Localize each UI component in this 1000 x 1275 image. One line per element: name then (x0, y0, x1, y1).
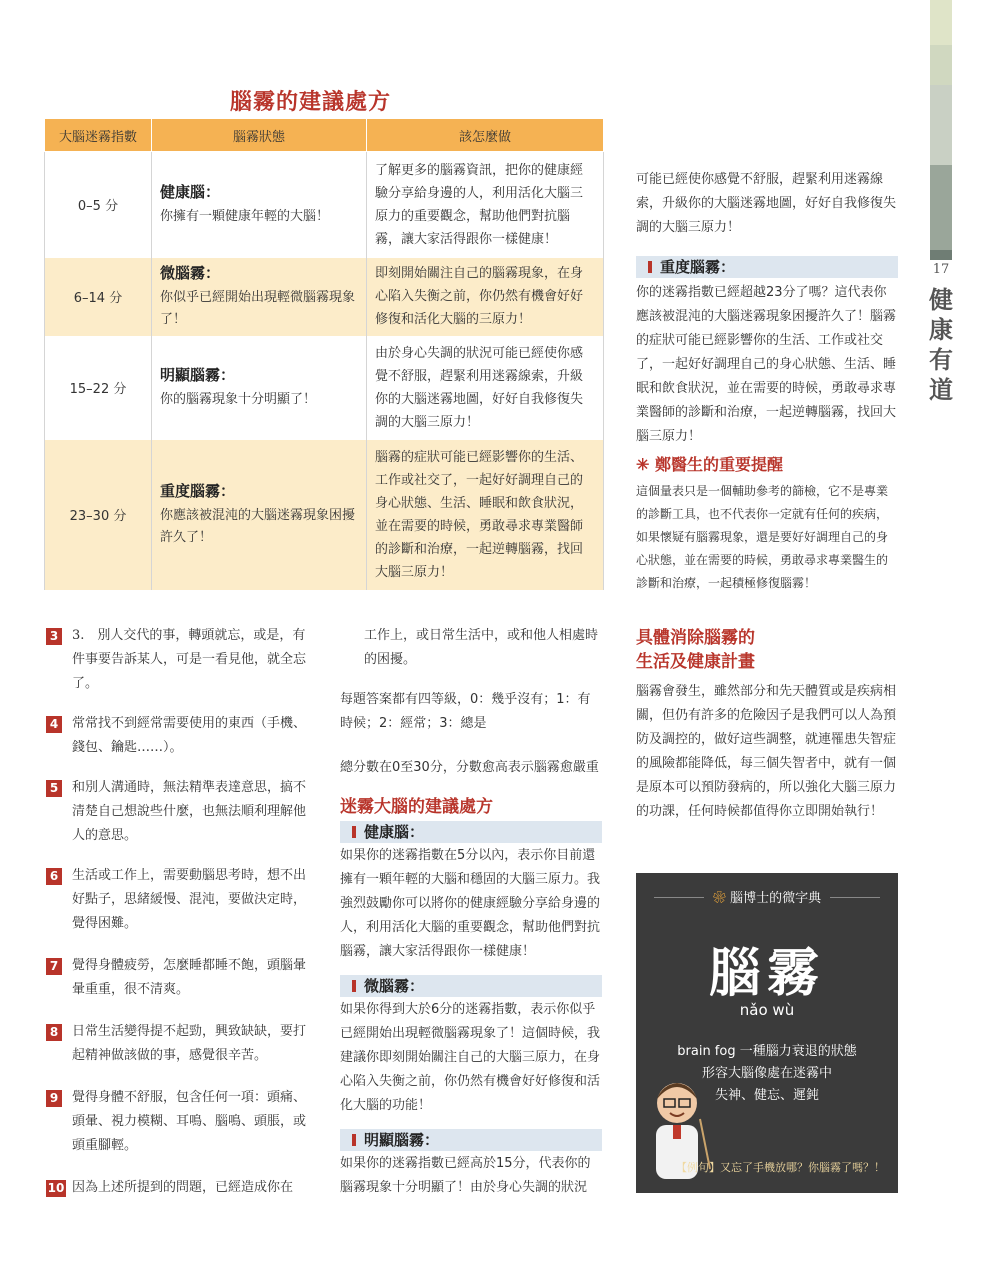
item-number: 9 (46, 1090, 62, 1107)
subheading-healthy (340, 821, 602, 843)
subheading-mild (340, 975, 602, 997)
state-heading: 重度腦霧： (160, 482, 236, 500)
edge-band (930, 165, 952, 250)
advice-table (44, 118, 604, 590)
state-description: 你應該被混沌的大腦迷霧現象困擾許久了！ (160, 508, 356, 545)
plan-paragraph: 腦霧會發生，雖然部分和先天體質或是疾病相關，但仍有許多的危險因子是我們可以人為預防及調控的，做好這些調整，就連罹患失智症的風險都能降低，每三個失智者中，就有一個是原本可以預防發病的，所以強化大腦三原力的功課，任何時候都值得你立即開始執行！ (636, 684, 897, 819)
state-heading: 健康腦： (160, 183, 221, 202)
item-number: 5 (46, 780, 62, 797)
dictionary-word: 腦霧 (708, 944, 825, 1004)
page-number: 17 (932, 262, 950, 277)
plan-title (636, 626, 755, 674)
subheading-label: 明顯腦霧： (364, 1131, 440, 1149)
total-note: 總分數在0至30分，分數愈高表示腦霧愈嚴重 (340, 760, 599, 775)
questionnaire-item (46, 1176, 316, 1200)
item-number: 3 (46, 628, 62, 645)
action-cell: 即刻開始關注自己的腦霧現象，在身心陷入失衡之前，你仍然有機會好好修復和活化大腦的三原力！ (367, 258, 604, 336)
table-row (45, 440, 604, 590)
subheading-label: 微腦霧： (364, 977, 425, 995)
questionnaire-item (46, 712, 316, 760)
state-cell (152, 258, 367, 336)
column-header: 腦霧狀態 (152, 119, 367, 152)
questionnaire-item (46, 624, 316, 696)
state-description: 你擁有一顆健康年輕的大腦！ (160, 209, 330, 225)
plan-title-line: 具體消除腦霧的 (636, 628, 755, 648)
example-sentence: 【例句】又忘了手機放哪？你腦霧了嗎？！ (676, 1161, 885, 1174)
paragraph-mild: 如果你得到大於6分的迷霧指數，表示你似乎已經開始出現輕微腦霧現象了！這個時候，我建議你即刻開始關注自己的大腦三原力，在身心陷入失衡之前，你仍然有機會好好修復和活化大腦的功能！ (340, 1002, 601, 1113)
item-number: 4 (46, 716, 62, 733)
scoring-note: 每題答案都有四等級，0：幾乎沒有；1：有時候；2：經常；3：總是 (340, 692, 591, 731)
questionnaire-item (46, 954, 316, 1002)
state-cell (152, 336, 367, 440)
dictionary-box (636, 873, 898, 1193)
heading-marker (352, 1134, 356, 1146)
item-text: 生活或工作上，需要動腦思考時，想不出好點子，思緒緩慢、混沌，要做決定時，覺得困難。 (72, 868, 307, 931)
state-heading: 明顯腦霧： (160, 366, 236, 384)
edge-band (930, 85, 952, 165)
score-cell: 6–14 分 (45, 258, 152, 336)
subheading-severe (636, 256, 898, 278)
questionnaire-item (46, 776, 316, 848)
action-cell: 了解更多的腦霧資訊，把你的健康經驗分享給身邊的人，利用活化大腦三原力的重要觀念，幫助他們對抗腦霧，讓大家活得跟你一樣健康！ (367, 152, 604, 258)
reminder-text: 這個量表只是一個輔助參考的篩檢，它不是專業的診斷工具，也不代表你一定就有任何的疾病，如果懷疑有腦霧現象，還是要好好調理自己的身心狀態，並在需要的時候，勇敢尋求專業醫生的診斷和治療，一起積極修復腦霧！ (636, 484, 889, 590)
questionnaire-item (46, 1086, 316, 1158)
table-row (45, 152, 604, 258)
pinyin: nǎo wù (739, 1001, 795, 1019)
item-number: 6 (46, 868, 62, 885)
table-row (45, 336, 604, 440)
item-number: 8 (46, 1024, 62, 1041)
item-text: 因為上述所提到的問題，已經造成你在 (72, 1180, 294, 1195)
section-heading: 迷霧大腦的建議處方 (340, 797, 493, 817)
score-cell: 23–30 分 (45, 440, 152, 590)
item-number: 10 (47, 1181, 65, 1195)
questionnaire-item (46, 1020, 316, 1068)
table-title: 腦霧的建議處方 (230, 89, 392, 115)
table-header-row (45, 119, 604, 152)
edge-band (930, 0, 952, 45)
plan-title-line: 生活及健康計畫 (636, 652, 755, 672)
paragraph-healthy: 如果你的迷霧指數在5分以內，表示你目前還擁有一顆年輕的大腦和穩固的大腦三原力。我強烈鼓勵你可以將你的健康經驗分享給身邊的人，利用活化大腦的重要觀念，幫助他們對抗腦霧，讓大家活得跟你一樣健康！ (340, 848, 601, 959)
item-text: 日常生活變得提不起勁，興致缺缺，要打起精神做該做的事，感覺很辛苦。 (72, 1024, 307, 1063)
questionnaire-item (46, 864, 316, 936)
subheading-label: 健康腦： (364, 823, 425, 841)
state-heading: 微腦霧： (160, 264, 221, 282)
action-cell: 腦霧的症狀可能已經影響你的生活、工作或社交了，一起好好調理自己的身心狀態、生活、睡眠和飲食狀況，並在需要的時候，勇敢尋求專業醫師的診斷和治療，一起逆轉腦霧，找回大腦三原力！ (367, 440, 604, 590)
heading-marker (648, 261, 652, 273)
dictionary-header (636, 887, 898, 906)
table-row (45, 258, 604, 336)
item-text: 常常找不到經常需要使用的東西（手機、錢包、鑰匙……）。 (72, 716, 307, 755)
edge-band (930, 250, 952, 260)
reminder-title: ✳ 鄭醫生的重要提醒 (636, 455, 783, 474)
continued-text: 工作上，或日常生活中，或和他人相處時的困擾。 (364, 628, 599, 667)
item-number: 7 (46, 958, 62, 975)
state-description: 你似乎已經開始出現輕微腦霧現象了！ (160, 290, 356, 327)
state-description: 你的腦霧現象十分明顯了！ (160, 392, 317, 407)
dictionary-title: 腦博士的微字典 (730, 891, 822, 906)
column-header: 該怎麼做 (367, 119, 604, 152)
item-text: 覺得身體不舒服，包含任何一項：頭痛、頭暈、視力模糊、耳鳴、腦鳴、頭脹，或頭重腳輕。 (72, 1090, 307, 1153)
paragraph-obvious: 如果你的迷霧指數已經高於15分，代表你的腦霧現象十分明顯了！由於身心失調的狀況 (340, 1156, 591, 1195)
definition-line: 失神、健忘、遲鈍 (714, 1088, 819, 1103)
item-text: 覺得身體疲勞，怎麼睡都睡不飽，頭腦暈暈重重，很不清爽。 (72, 958, 307, 997)
action-cell: 由於身心失調的狀況可能已經使你感覺不舒服，趕緊利用迷霧線索，升級你的大腦迷霧地圖，好好自我修復失調的大腦三原力！ (367, 336, 604, 440)
definition-line: 形容大腦像處在迷霧中 (701, 1066, 832, 1081)
subheading-obvious (340, 1129, 602, 1151)
score-cell: 15–22 分 (45, 336, 152, 440)
edge-band (930, 45, 952, 85)
paragraph-severe: 你的迷霧指數已經超越23分了嗎？這代表你應該被混沌的大腦迷霧現象困擾許久了！腦霧的症狀可能已經影響你的生活、工作或社交了，一起好好調理自己的身心狀態、生活、睡眠和飲食狀況，並在需要的時候，勇敢尋求專業醫師的診斷和治療，一起逆轉腦霧，找回大腦三原力！ (636, 285, 897, 444)
definition-line: brain fog 一種腦力衰退的狀態 (677, 1044, 857, 1059)
item-text: 和別人溝通時，無法精準表達意思，搞不清楚自己想說些什麼，也無法順利理解他人的意思。 (72, 780, 307, 843)
column-header: 大腦迷霧指數 (45, 119, 152, 152)
brain-icon: ❀ (712, 891, 726, 906)
item-text: 3. 別人交代的事，轉頭就忘，或是，有件事要告訴某人，可是一看見他，就全忘了。 (72, 628, 307, 691)
heading-marker (352, 826, 356, 838)
state-cell (152, 440, 367, 590)
score-cell: 0–5 分 (45, 152, 152, 258)
subheading-label: 重度腦霧： (660, 258, 736, 276)
state-cell (152, 152, 367, 258)
section-title-vertical: 健康有道 (929, 285, 953, 404)
heading-marker (352, 980, 356, 992)
continued-text: 可能已經使你感覺不舒服，趕緊利用迷霧線索，升級你的大腦迷霧地圖，好好自我修復失調的大腦三原力！ (636, 172, 897, 235)
